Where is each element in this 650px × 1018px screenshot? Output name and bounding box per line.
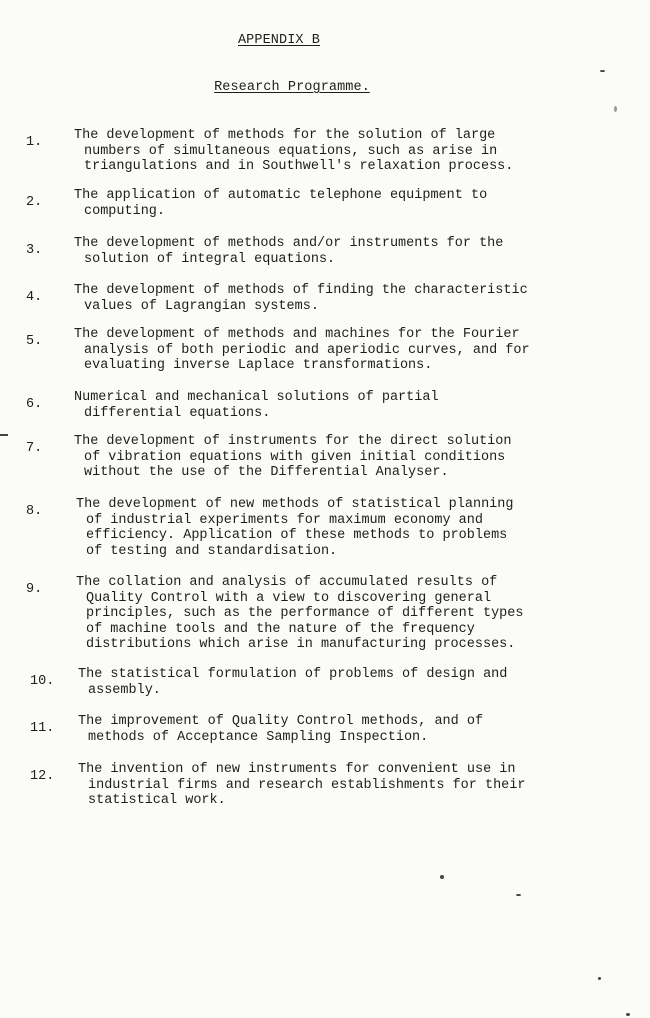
scan-speck (516, 894, 521, 896)
item-text-line: differential equations. (84, 405, 271, 421)
item-text (76, 497, 513, 559)
item-number: 5. (26, 334, 43, 349)
item-text-line: The development of methods and/or instruments for the (74, 236, 504, 251)
scan-speck (440, 875, 444, 879)
item-number: 1. (26, 135, 43, 150)
item-text-line: methods of Acceptance Sampling Inspection. (88, 729, 429, 745)
research-item (26, 283, 626, 314)
item-text (74, 283, 528, 314)
appendix-title: APPENDIX B (237, 33, 320, 48)
item-number: 9. (26, 582, 43, 597)
item-text-line: distributions which arise in manufacturing processes. (86, 637, 516, 653)
item-text-line: The development of instruments for the direct solution (74, 434, 512, 449)
item-number: 6. (26, 397, 43, 412)
item-text-line: assembly. (88, 682, 161, 698)
item-text (74, 327, 530, 374)
item-text (78, 714, 483, 745)
item-text-line: The application of automatic telephone equipment to (74, 188, 488, 203)
scan-speck (598, 977, 601, 980)
item-text-line: efficiency. Application of these methods to problems (86, 528, 508, 544)
item-text-line: values of Lagrangian systems. (84, 298, 319, 314)
item-text-line: evaluating inverse Laplace transformations. (84, 358, 433, 374)
item-text-line: of testing and standardisation. (86, 543, 338, 559)
item-number: 12. (30, 769, 55, 784)
scan-speck (0, 434, 8, 436)
item-text-line: The invention of new instruments for convenient use in (78, 762, 516, 777)
scan-speck (614, 106, 617, 112)
research-item (26, 390, 626, 421)
item-text-line: computing. (84, 203, 166, 219)
programme-subtitle: Research Programme. (214, 80, 370, 95)
scan-speck (626, 1013, 630, 1016)
research-item (30, 667, 630, 698)
item-text (78, 667, 507, 698)
item-number: 10. (30, 674, 55, 689)
research-item (26, 497, 626, 559)
item-text (74, 434, 511, 481)
item-text-line: without the use of the Differential Analyser. (84, 465, 449, 481)
research-item (26, 236, 626, 267)
research-item (30, 714, 630, 745)
item-text-line: statistical work. (88, 793, 226, 809)
item-text-line: solution of integral equations. (84, 251, 336, 267)
item-text-line: The development of new methods of statistical planning (76, 497, 514, 512)
scan-speck (600, 70, 605, 72)
item-text (74, 236, 503, 267)
item-number: 8. (26, 504, 43, 519)
item-number: 7. (26, 441, 43, 456)
item-number: 11. (30, 721, 55, 736)
item-number: 4. (26, 290, 43, 305)
item-text-line: The development of methods of finding the characteristic (74, 283, 528, 298)
item-text-line: The improvement of Quality Control methods, and of (78, 714, 484, 729)
item-text-line: The development of methods for the solution of large (74, 128, 496, 143)
item-number: 2. (26, 195, 43, 210)
item-number: 3. (26, 243, 43, 258)
research-item (26, 327, 626, 374)
research-item (26, 575, 626, 653)
research-item (30, 762, 630, 809)
item-text (74, 390, 439, 421)
item-text-line: The collation and analysis of accumulated results of (76, 575, 498, 590)
item-text-line: of vibration equations with given initial conditions (84, 449, 506, 465)
item-text-line: The statistical formulation of problems of design and (78, 667, 508, 682)
item-text-line: Numerical and mechanical solutions of partial (74, 390, 439, 405)
item-text-line: industrial firms and research establishments for their (88, 777, 526, 793)
item-text-line: principles, such as the performance of different types (86, 606, 524, 622)
item-text-line: of machine tools and the nature of the frequency (86, 621, 475, 637)
item-text (76, 575, 523, 653)
item-text-line: analysis of both periodic and aperiodic curves, and for (84, 342, 530, 358)
item-text-line: numbers of simultaneous equations, such as arise in (84, 143, 498, 159)
item-text-line: The development of methods and machines for the Fourier (74, 327, 520, 342)
research-item (26, 434, 626, 481)
item-text-line: of industrial experiments for maximum economy and (86, 512, 483, 528)
item-text-line: triangulations and in Southwell's relaxation process. (84, 159, 514, 175)
item-text (74, 128, 513, 175)
research-item (26, 188, 626, 219)
item-text-line: Quality Control with a view to discovering general (86, 590, 492, 606)
research-item (26, 128, 626, 175)
item-text (78, 762, 525, 809)
item-text (74, 188, 487, 219)
